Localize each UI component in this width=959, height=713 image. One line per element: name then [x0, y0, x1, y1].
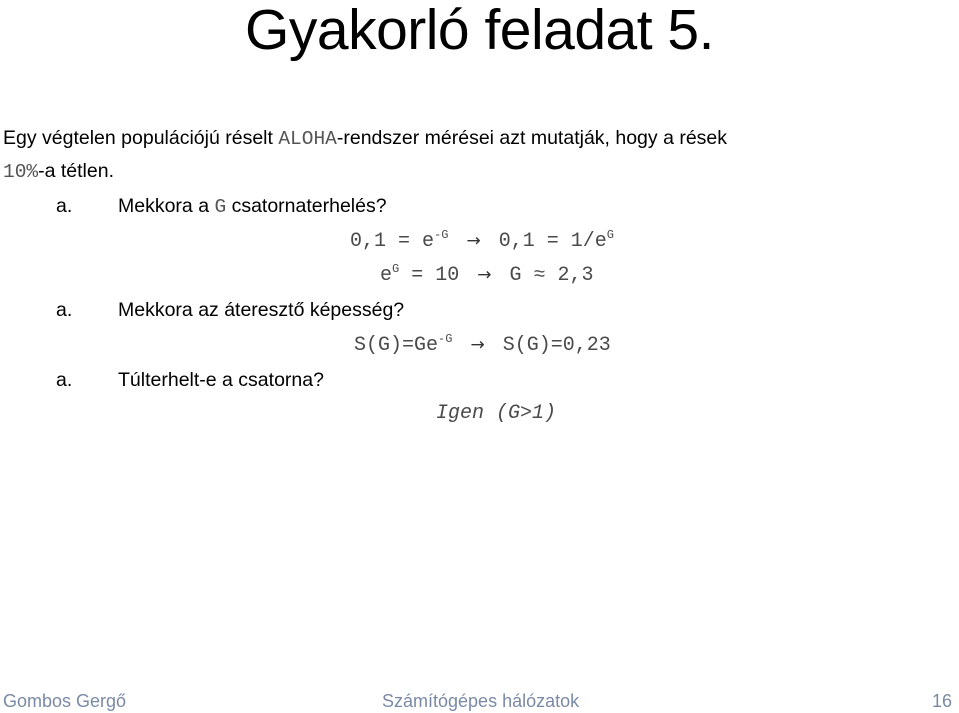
answer-1-line-1-rhs: 0,1 = 1/e — [498, 230, 607, 253]
intro-part1: Egy végtelen populációjú réselt — [3, 127, 279, 149]
answer-1-line-1-exp2: G — [606, 228, 614, 242]
arrow-icon: → — [477, 265, 492, 285]
answer-3-line-1 — [436, 401, 556, 427]
answer-1-line-2-exp: G — [392, 262, 400, 276]
arrow-icon: → — [466, 231, 481, 251]
answer-2-exp: -G — [438, 332, 453, 346]
answer-2-formula: S(G)=Ge — [354, 334, 439, 357]
question-3 — [56, 367, 324, 393]
answer-2-result: S(G)=0,23 — [502, 334, 611, 357]
footer-author: Gombos Gergő — [3, 691, 127, 711]
answer-1-line-2-result: G ≈ 2,3 — [509, 264, 594, 287]
intro-part3: -a tétlen. — [38, 160, 114, 182]
answer-1-line-2-value: = 10 — [399, 264, 460, 287]
question-1-text-after: csatornaterhelés? — [226, 195, 387, 217]
question-1 — [56, 193, 387, 220]
answer-3-text: Igen (G>1) — [436, 402, 557, 425]
aloha-term: ALOHA — [278, 128, 337, 150]
answer-1-line-1 — [350, 228, 614, 255]
question-3-marker: a. — [56, 369, 73, 391]
question-1-text-before: Mekkora a — [118, 195, 215, 217]
footer-page-number: 16 — [932, 691, 953, 711]
question-1-symbol: G — [214, 196, 227, 218]
arrow-icon: → — [470, 335, 485, 355]
footer-course: Számítógépes hálózatok — [382, 691, 580, 711]
answer-1-line-2 — [380, 262, 594, 289]
answer-1-line-1-lhs: 0,1 = e — [350, 230, 435, 253]
question-2-text: Mekkora az áteresztő képesség? — [118, 299, 405, 321]
percent-value: 10% — [3, 161, 39, 183]
slide-title: Gyakorló feladat 5. — [245, 0, 714, 62]
intro-part2: -rendszer mérései azt mutatják, hogy a rések — [336, 127, 728, 149]
answer-1-line-1-exp1: -G — [434, 228, 449, 242]
question-3-text: Túlterhelt-e a csatorna? — [118, 369, 324, 391]
question-2-marker: a. — [56, 299, 73, 321]
question-2 — [56, 297, 404, 323]
question-1-marker: a. — [56, 195, 73, 217]
problem-statement — [3, 122, 763, 188]
answer-1-line-2-base: e — [380, 264, 393, 287]
answer-2-line-1 — [354, 332, 611, 359]
